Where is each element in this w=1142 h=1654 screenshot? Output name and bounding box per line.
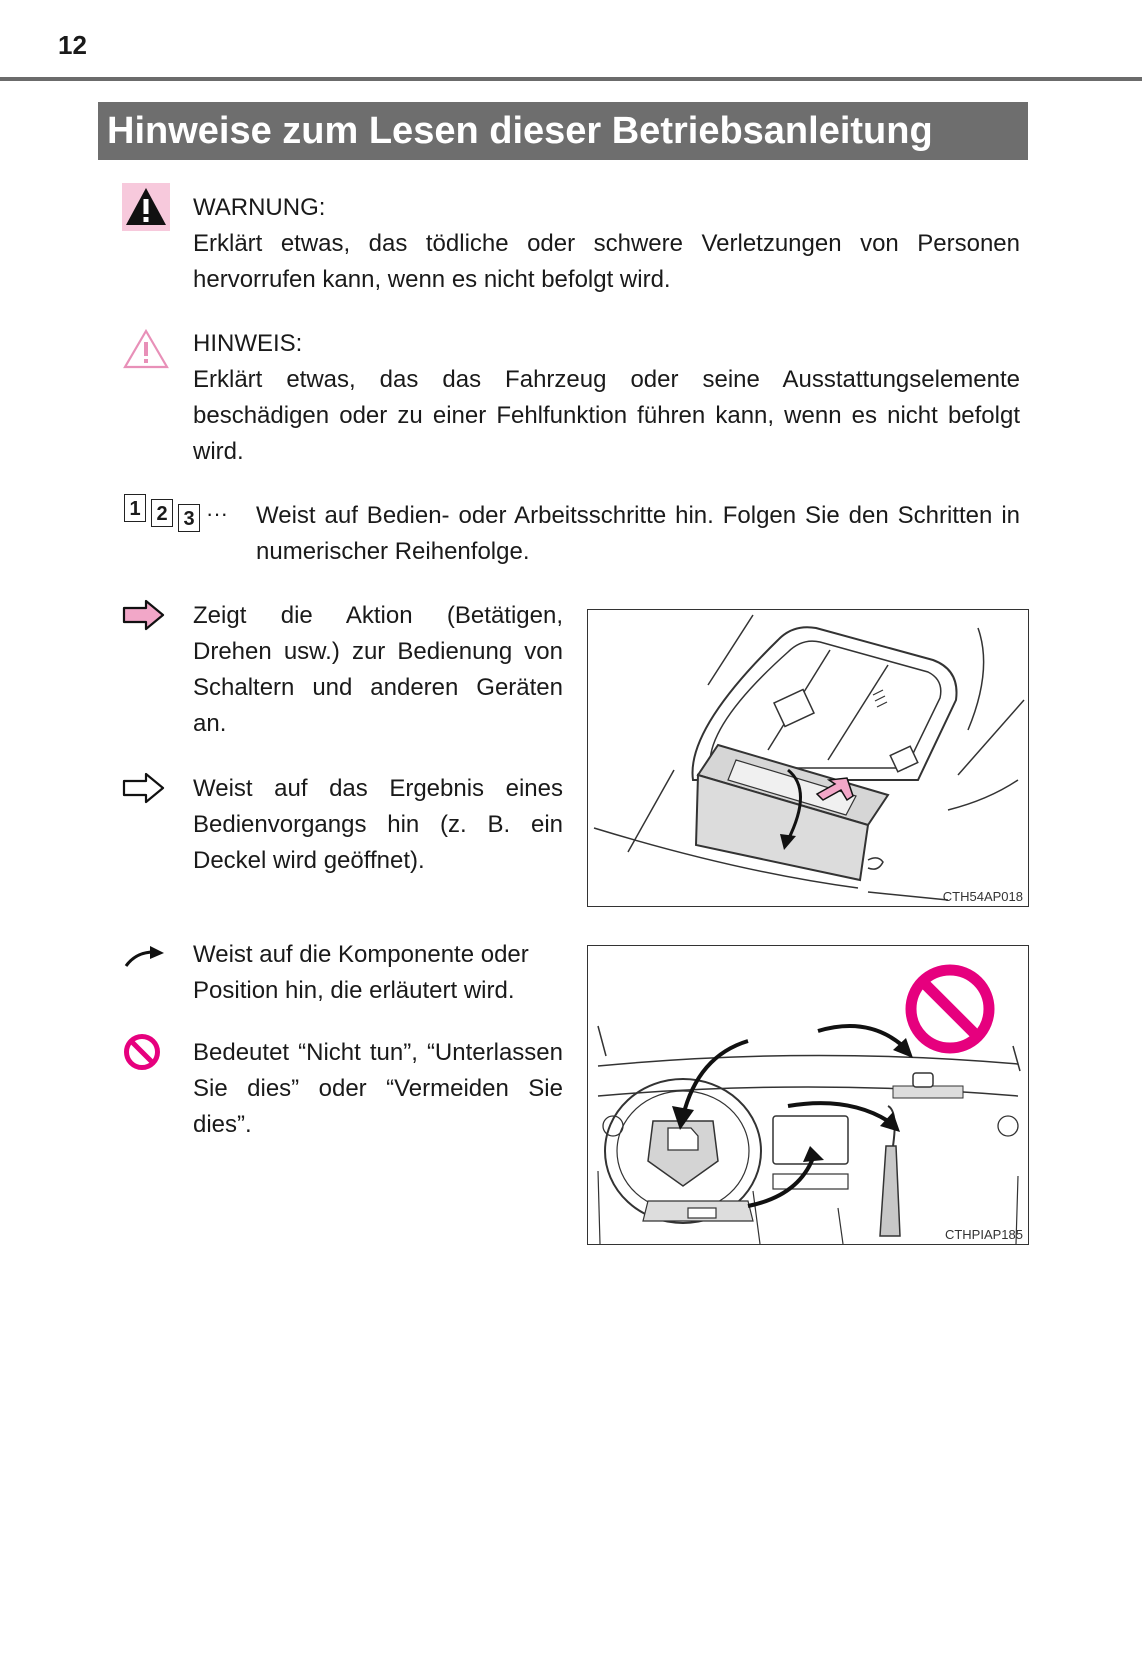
header-rule (0, 77, 1142, 81)
dashboard-illustration (588, 946, 1029, 1245)
overhead-console-illustration (588, 610, 1029, 907)
notice-label: HINWEIS: (193, 330, 303, 357)
result-arrow-icon (122, 771, 166, 805)
component-pointer-icon (124, 944, 166, 970)
warning-triangle-icon (122, 183, 170, 231)
warning-text: Erklärt etwas, das tödliche oder schwere Verletzungen von Personen hervorrufen kann, wenn es nicht befolgt wird. (193, 230, 1020, 293)
step-box: 2 (151, 499, 173, 527)
step-box: 3 (178, 504, 200, 532)
prohibited-icon (123, 1033, 161, 1071)
warning-label: WARNUNG: (193, 194, 326, 221)
component-pointer-text: Weist auf die Komponente oder Position hin, die erläutert wird. (193, 941, 529, 1004)
notice-triangle-icon (122, 328, 170, 370)
figure-code: CTH54AP018 (942, 889, 1023, 904)
steps-text: Weist auf Bedien- oder Arbeitsschritte hin. Folgen Sie den Schritten in numerischer Reihenfolge. (256, 502, 1020, 565)
figure-overhead-console (587, 609, 1029, 907)
step-box: 1 (124, 494, 146, 522)
figure-code: CTHPIAP185 (944, 1227, 1023, 1242)
action-arrow-text: Zeigt die Aktion (Betätigen, Drehen usw.) zur Bedienung von Schaltern und anderen Geräten an. (193, 602, 563, 737)
result-arrow-text: Weist auf das Ergebnis eines Bedienvorgangs hin (z. B. ein Deckel wird geöffnet). (193, 775, 563, 874)
prohibited-text: Bedeutet “Nicht tun”, “Unterlassen Sie dies” oder “Vermeiden Sie dies”. (193, 1039, 563, 1138)
notice-text: Erklärt etwas, das das Fahrzeug oder seine Ausstattungselemente beschädigen oder zu einer Fehlfunktion führen kann, wenn es nicht befolgt wird. (193, 366, 1020, 465)
section-title: Hinweise zum Lesen dieser Betriebsanleitung (98, 102, 1028, 160)
figure-dashboard (587, 945, 1029, 1245)
action-arrow-icon (122, 598, 166, 632)
steps-ellipsis: ··· (206, 501, 228, 526)
page-number: 12 (58, 30, 87, 60)
